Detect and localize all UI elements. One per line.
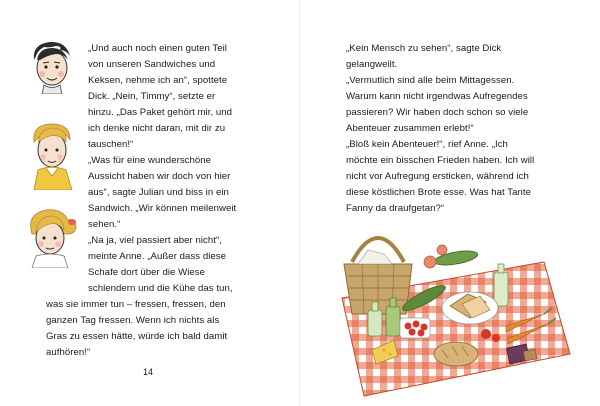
text-line: aus“, sagte Julian und biss in ein: [88, 187, 229, 198]
anne-portrait-icon: [24, 204, 80, 268]
sandwich-plate-icon: [442, 292, 498, 324]
text-line: Gras zu essen hätte, würde ich bald damit: [46, 331, 228, 342]
text-line: Sandwich. „Wir können meilenweit: [88, 203, 237, 214]
text-line: aufhören!“: [46, 347, 91, 358]
text-line: passieren? Wir haben doch schon so viele: [346, 107, 529, 118]
text-line: von unseren Sandwiches und: [88, 59, 216, 70]
text-line: ich denke nicht daran, mit dir zu: [88, 123, 226, 134]
strawberry-icon: [400, 318, 430, 338]
text-line: Dick. „Nein, Timmy“, setzte er: [88, 91, 216, 102]
picnic-illustration-icon: [338, 222, 574, 398]
text-line: „Bloß kein Abenteuer!“, rief Anne. „Ich: [346, 139, 508, 150]
bread-icon: [434, 342, 478, 366]
julian-portrait-icon: [26, 120, 78, 190]
text-line: „Na ja, viel passiert aber nicht“,: [88, 235, 222, 246]
text-line: sehen.“: [88, 219, 121, 230]
text-line: nicht vor Aufregung ersticken, während ich: [346, 171, 529, 182]
text-line: „Und auch noch einen guten Teil: [88, 43, 227, 54]
text-line: „Vermutlich sind alle beim Mittagessen.: [346, 75, 515, 86]
text-line: Schafe dort über die Wiese: [88, 267, 206, 278]
text-line: schlendern und die Kühe das tun,: [88, 283, 233, 294]
text-line: möchte ein bisschen Frieden haben. Ich will: [346, 155, 535, 166]
text-line: diese köstlichen Brote esse. Was hat Tante: [346, 187, 532, 198]
dick-portrait-icon: [26, 38, 78, 94]
text-line: Fanny da draufgetan?“: [346, 203, 445, 214]
text-line: Aussicht haben wir doch von hier: [88, 171, 231, 182]
text-line: „Was für eine wunderschöne: [88, 155, 212, 166]
text-line: meinte Anne. „Außer dass diese: [88, 251, 227, 262]
text-line: hinzu. „Das Paket gehört mir, und: [88, 107, 233, 118]
text-line: ganzen Tag fressen. Wenn ich nichts als: [46, 315, 220, 326]
text-line: Warum kann nicht irgendwas Aufregendes: [346, 91, 528, 102]
text-line: Keksen, nehme ich an“, spottete: [88, 75, 228, 86]
text-line: gelangweilt.: [346, 59, 398, 70]
text-line: Abenteuer zusammen erlebt!“: [346, 123, 474, 134]
text-line: tauschen!“: [88, 139, 134, 150]
text-line: „Kein Mensch zu sehen“, sagte Dick: [346, 43, 502, 54]
page-number: 14: [143, 367, 154, 377]
text-line: was sie immer tun – fressen, fressen, den: [46, 299, 226, 310]
